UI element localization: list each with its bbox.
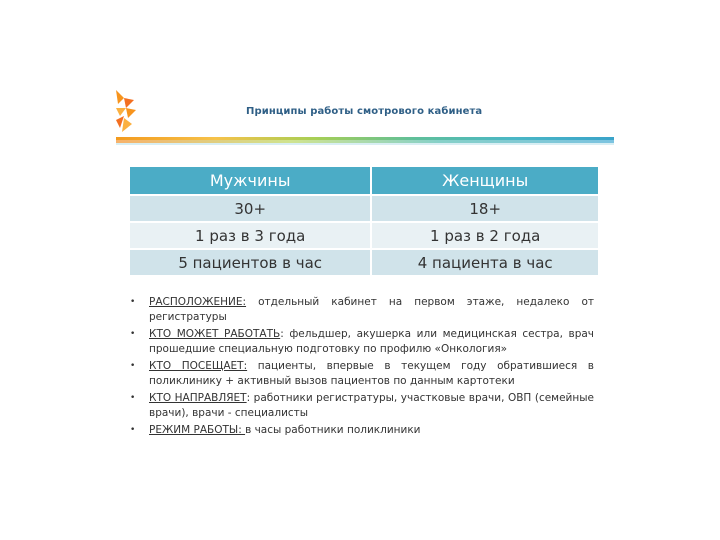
bullet-icon: • bbox=[130, 425, 136, 435]
item-text: отдельный кабинет на первом этаже, недалеко от регистратуры bbox=[149, 296, 594, 323]
bullet-icon: • bbox=[130, 329, 136, 339]
table-cell: 5 пациентов в час bbox=[130, 250, 370, 275]
table-cell: 30+ bbox=[130, 196, 370, 221]
item-label: РАСПОЛОЖЕНИЕ: bbox=[149, 296, 247, 308]
list-item bbox=[128, 423, 594, 438]
list-item bbox=[128, 327, 594, 356]
table-row bbox=[130, 223, 598, 248]
item-text: в часы работники поликлиники bbox=[245, 424, 421, 436]
bullet-icon: • bbox=[130, 297, 136, 307]
list-item bbox=[128, 359, 594, 388]
item-text: пациенты, впервые в текущем году обратившиеся в поликлинику + активный вызов пациентов по данным картотеки bbox=[149, 360, 594, 387]
table-header-row bbox=[130, 167, 598, 194]
column-header-men: Мужчины bbox=[130, 167, 370, 194]
logo-icon bbox=[112, 88, 138, 134]
list-item bbox=[128, 295, 594, 324]
schedule-table bbox=[128, 165, 600, 277]
item-label: РЕЖИМ РАБОТЫ: bbox=[149, 424, 246, 436]
column-header-women: Женщины bbox=[372, 167, 598, 194]
item-label: КТО ПОСЕЩАЕТ: bbox=[149, 360, 248, 372]
table-cell: 1 раз в 3 года bbox=[130, 223, 370, 248]
table-cell: 4 пациента в час bbox=[372, 250, 598, 275]
table-row bbox=[130, 196, 598, 221]
header-stripe-bottom bbox=[116, 143, 614, 145]
table-row bbox=[130, 250, 598, 275]
item-label: КТО НАПРАВЛЯЕТ bbox=[149, 392, 247, 404]
list-item bbox=[128, 391, 594, 420]
item-text: : фельдшер, акушерка или медицинская сестра, врач прошедшие специальную подготовку по профилю «Онкология» bbox=[149, 328, 594, 355]
item-label: КТО МОЖЕТ РАБОТАТЬ bbox=[149, 328, 281, 340]
table-cell: 1 раз в 2 года bbox=[372, 223, 598, 248]
page-title: Принципы работы смотрового кабинета bbox=[246, 106, 483, 117]
bullet-icon: • bbox=[130, 361, 136, 371]
principles-list bbox=[128, 295, 594, 441]
item-text: : работники регистратуры, участковые врачи, ОВП (семейные врачи), врачи - специалисты bbox=[149, 392, 594, 419]
table-cell: 18+ bbox=[372, 196, 598, 221]
bullet-icon: • bbox=[130, 393, 136, 403]
